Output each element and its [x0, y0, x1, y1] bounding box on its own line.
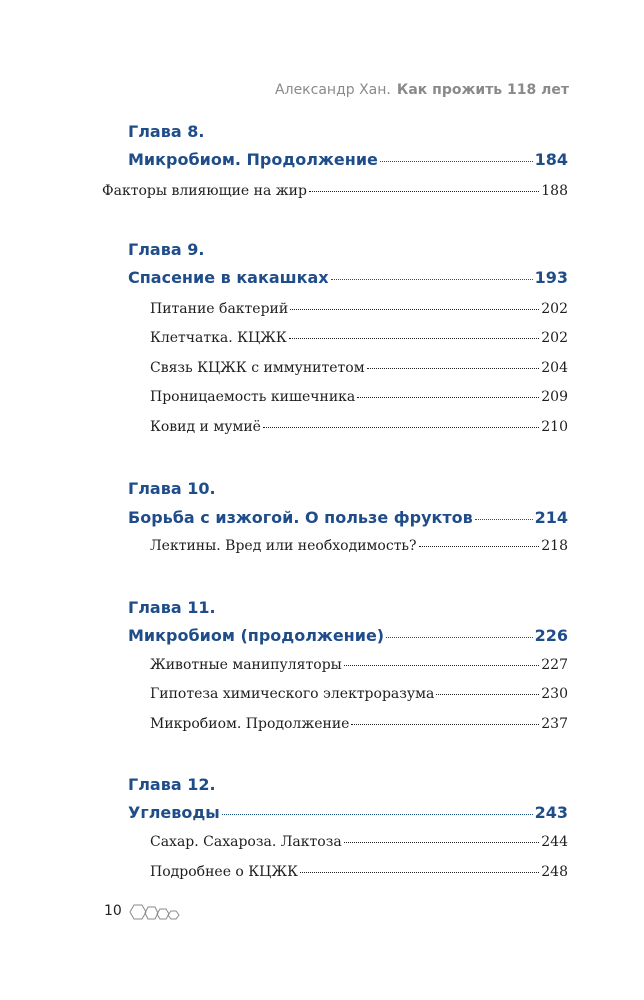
dot-leader [419, 546, 540, 547]
toc-entry-label: Проницаемость кишечника [150, 389, 356, 405]
toc-entry-page: 204 [541, 360, 568, 376]
dot-leader [380, 161, 533, 162]
chapter-title: Микробиом (продолжение) [128, 626, 385, 645]
dot-leader [289, 338, 540, 339]
chapter-page: 243 [534, 803, 568, 822]
toc-entry-page: 202 [541, 330, 568, 346]
toc-entry[interactable] [150, 686, 568, 702]
toc-entry[interactable] [150, 657, 568, 673]
chapter-label: Глава 8. [128, 122, 205, 141]
chapter-title-line[interactable] [128, 150, 568, 169]
dot-leader [436, 694, 539, 695]
header-author: Александр Хан. [275, 82, 391, 98]
dot-leader [309, 191, 539, 192]
header-title: Как прожить 118 лет [396, 82, 569, 98]
toc-entry-page: 210 [541, 419, 568, 435]
toc-entry[interactable] [150, 301, 568, 317]
dot-leader [222, 814, 533, 815]
toc-entry-label: Гипотеза химического электроразума [150, 686, 435, 702]
chapter-title-line[interactable] [128, 803, 568, 822]
toc-entry[interactable] [150, 419, 568, 435]
toc-entry[interactable] [150, 330, 568, 346]
toc-entry[interactable] [102, 183, 568, 199]
chapter-label: Глава 11. [128, 598, 216, 617]
chapter-title: Борьба с изжогой. О пользе фруктов [128, 508, 473, 527]
toc-entry[interactable] [150, 834, 568, 850]
toc-entry-page: 209 [541, 389, 568, 405]
dot-leader [357, 397, 539, 398]
toc-entry[interactable] [150, 716, 568, 732]
chapter-title: Микробиом. Продолжение [128, 150, 378, 169]
toc-entry[interactable] [150, 360, 568, 376]
chapter-title: Спасение в какашках [128, 268, 329, 287]
dot-leader [351, 724, 539, 725]
chapter-title-line[interactable] [128, 508, 568, 527]
dot-leader [367, 368, 540, 369]
chapter-page: 184 [534, 150, 568, 169]
toc-entry-page: 218 [541, 538, 568, 554]
chapter-label: Глава 10. [128, 479, 216, 498]
chapter-label: Глава 12. [128, 775, 216, 794]
toc-entry-page: 188 [541, 183, 568, 199]
toc-entry-page: 202 [541, 301, 568, 317]
toc-entry-label: Клетчатка. КЦЖК [150, 330, 287, 346]
chapter-title-line[interactable] [128, 626, 568, 645]
toc-entry[interactable] [150, 538, 568, 554]
chapter-page: 226 [534, 626, 568, 645]
toc-entry-page: 230 [541, 686, 568, 702]
toc-entry-label: Сахар. Сахароза. Лактоза [150, 834, 342, 850]
dot-leader [344, 665, 539, 666]
running-header [275, 82, 569, 98]
hexagon-chain-icon [128, 902, 188, 924]
toc-entry-label: Подробнее о КЦЖК [150, 864, 298, 880]
toc-entry-label: Питание бактерий [150, 301, 289, 317]
toc-entry-label: Ковид и мумиё [150, 419, 261, 435]
toc-entry-page: 248 [541, 864, 568, 880]
page-number: 10 [104, 903, 122, 919]
chapter-page: 214 [534, 508, 568, 527]
dot-leader [475, 519, 533, 520]
chapter-title: Углеводы [128, 803, 220, 822]
toc-entry-label: Лектины. Вред или необходимость? [150, 538, 417, 554]
dot-leader [290, 309, 539, 310]
toc-entry[interactable] [150, 864, 568, 880]
toc-entry-page: 227 [541, 657, 568, 673]
toc-entry-page: 244 [541, 834, 568, 850]
dot-leader [386, 637, 532, 638]
chapter-title-line[interactable] [128, 268, 568, 287]
chapter-page: 193 [534, 268, 568, 287]
toc-entry[interactable] [150, 389, 568, 405]
dot-leader [300, 872, 539, 873]
dot-leader [344, 842, 540, 843]
chapter-label: Глава 9. [128, 240, 205, 259]
toc-entry-label: Факторы влияющие на жир [102, 183, 307, 199]
toc-entry-page: 237 [541, 716, 568, 732]
toc-entry-label: Животные манипуляторы [150, 657, 342, 673]
toc-entry-label: Микробиом. Продолжение [150, 716, 350, 732]
dot-leader [331, 279, 533, 280]
dot-leader [263, 427, 539, 428]
toc-entry-label: Связь КЦЖК с иммунитетом [150, 360, 365, 376]
